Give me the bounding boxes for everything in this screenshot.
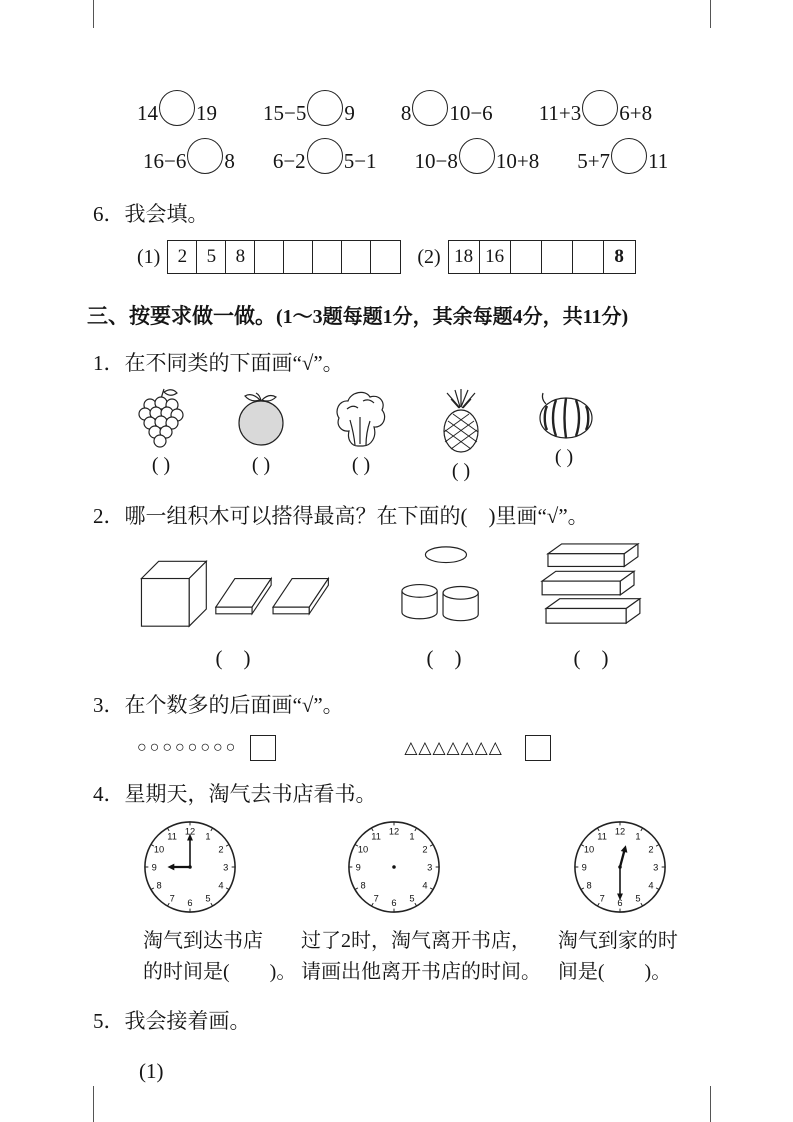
- comparison-row-1: [93, 90, 711, 136]
- clock-number: 10: [357, 844, 369, 855]
- item-pineapple: [433, 387, 489, 483]
- clock-number: 8: [360, 880, 366, 891]
- table-cell: 8: [614, 246, 624, 267]
- table-cell-empty[interactable]: [542, 241, 573, 273]
- comparison-problem: [143, 143, 235, 179]
- clock-number: 4: [422, 880, 428, 891]
- clock-number: 9: [355, 862, 361, 873]
- item-grapes: [133, 387, 189, 483]
- table-cell-empty[interactable]: [255, 241, 284, 273]
- clock-number: 6: [187, 898, 193, 909]
- clock-number: 9: [581, 862, 587, 873]
- clock-number: 12: [184, 826, 196, 837]
- clock-number: 11: [371, 831, 381, 842]
- clock-number: 12: [614, 826, 626, 837]
- expression-left: 16−6: [143, 148, 187, 173]
- clock-number: 9: [151, 862, 157, 873]
- comparison-row-2: [93, 138, 711, 184]
- table-cell: 16: [480, 241, 511, 273]
- clock-number: 8: [586, 880, 592, 891]
- table-cell-empty[interactable]: [573, 241, 604, 273]
- answer-paren[interactable]: ( ): [351, 454, 371, 476]
- clock-number: 2: [648, 844, 654, 855]
- clock-number: 7: [373, 893, 379, 904]
- caption-line: 间是( )。: [557, 961, 672, 983]
- comparison-problem: [539, 95, 652, 131]
- expression-left: 6−2: [272, 148, 306, 173]
- pineapple-icon: [433, 387, 489, 455]
- table-cell: 2: [168, 241, 197, 273]
- clock-number: 5: [205, 893, 211, 904]
- answer-circle[interactable]: [412, 90, 448, 126]
- comparison-problem: [401, 95, 493, 131]
- clock-number: 5: [409, 893, 415, 904]
- triangle-group: △△△△△△△: [404, 738, 503, 757]
- question-5-text: 5．我会接着画。: [93, 1009, 251, 1033]
- question-6-tables: [93, 240, 711, 274]
- expression-right: 10+8: [495, 148, 540, 173]
- expression-right: 19: [196, 100, 217, 125]
- block-group-cylinders: [391, 542, 497, 672]
- answer-circle[interactable]: [459, 138, 495, 174]
- question-3-row: [93, 735, 711, 761]
- question-4-clocks: [93, 818, 711, 916]
- answer-paren[interactable]: ( ): [251, 454, 271, 476]
- clock-departure-to-draw[interactable]: [345, 818, 443, 916]
- table-cell-empty[interactable]: [313, 241, 342, 273]
- item-cabbage: [333, 387, 389, 483]
- clock-number: 10: [583, 844, 595, 855]
- comparison-problem: [273, 143, 377, 179]
- clock-number: 7: [169, 893, 175, 904]
- part-label: (1): [137, 245, 161, 268]
- clock-number: 3: [427, 862, 433, 873]
- table-cell-empty[interactable]: [371, 241, 400, 273]
- caption-home: [558, 926, 711, 988]
- clock-number: 1: [635, 831, 641, 842]
- expression-left: 15−5: [263, 100, 307, 125]
- clock-number: 1: [205, 831, 211, 842]
- table-cell-empty[interactable]: [511, 241, 542, 273]
- expression-left: 14: [137, 100, 158, 125]
- page-border-mark-bottom-left: [93, 1086, 94, 1122]
- clock-number: 1: [409, 831, 415, 842]
- answer-circle[interactable]: [582, 90, 618, 126]
- caption-line: 淘气到达书店: [143, 930, 263, 952]
- cube-and-slabs-icon: [133, 548, 333, 630]
- item-watermelon: [533, 387, 595, 483]
- section-score-note: (1～3题每题1分，其余每题4分，共11分): [276, 306, 629, 328]
- table-cell: 8: [226, 241, 255, 273]
- grapes-icon: [133, 387, 189, 449]
- comparison-problem: [577, 143, 668, 179]
- expression-right: 5−1: [343, 148, 377, 173]
- clock-number: 11: [597, 831, 607, 842]
- page-border-mark-bottom-right: [710, 1086, 711, 1122]
- answer-paren[interactable]: ( ): [151, 454, 171, 476]
- answer-paren[interactable]: ( ): [215, 646, 251, 670]
- answer-box-triangles[interactable]: [525, 735, 551, 761]
- table-cell: 5: [197, 241, 226, 273]
- block-group-stacked-cuboids: [533, 542, 649, 672]
- question-6-part-1: [137, 240, 401, 274]
- expression-right: 6+8: [619, 100, 653, 125]
- question-2-groups: [93, 542, 711, 672]
- question-5-part-label: (1): [139, 1059, 164, 1083]
- block-group-cube-slabs: [133, 548, 333, 672]
- cylinders-and-ring-icon: [391, 542, 497, 630]
- section-title: 三、按要求做一做。: [87, 304, 276, 328]
- clock-number: 5: [635, 893, 641, 904]
- comparison-problem: [137, 95, 217, 131]
- caption-line: 过了2时，淘气离开书店，: [301, 930, 532, 952]
- caption-line: 淘气到家的时: [557, 930, 678, 952]
- number-sequence-table-1: [167, 240, 401, 274]
- question-3-text: 3．在个数多的后面画“√”。: [93, 693, 344, 717]
- caption-departure: [301, 926, 558, 988]
- clock-number: 6: [391, 898, 397, 909]
- clock-number: 11: [167, 831, 177, 842]
- answer-paren[interactable]: ( ): [554, 446, 574, 468]
- clock-number: 6: [617, 898, 623, 909]
- answer-paren[interactable]: ( ): [451, 460, 471, 482]
- part-label: (2): [417, 245, 441, 268]
- cabbage-icon: [333, 387, 389, 449]
- answer-circle[interactable]: [307, 90, 343, 126]
- question-1-items: [93, 387, 711, 483]
- expression-left: 11+3: [538, 100, 582, 125]
- circle-group: ○○○○○○○○: [137, 739, 239, 756]
- item-orange: [233, 387, 289, 483]
- question-1-text: 1．在不同类的下面画“√”。: [93, 351, 344, 375]
- answer-circle[interactable]: [187, 138, 223, 174]
- question-4-text: 4．星期天，淘气去书店看书。: [93, 782, 377, 806]
- clock-home: [571, 818, 669, 916]
- expression-right: 10−6: [449, 100, 493, 125]
- expression-right: 9: [344, 100, 355, 125]
- clock-number: 3: [653, 862, 659, 873]
- orange-icon: [233, 387, 289, 449]
- caption-arrival: [143, 926, 301, 988]
- table-cell-empty[interactable]: [342, 241, 371, 273]
- question-2-text: 2．哪一组积木可以搭得最高？在下面的( )里画“√”。: [93, 504, 589, 528]
- answer-box-circles[interactable]: [250, 735, 276, 761]
- answer-paren[interactable]: ( ): [426, 646, 462, 670]
- clock-number: 10: [153, 844, 165, 855]
- watermelon-icon: [533, 387, 595, 441]
- expression-left: 5+7: [577, 148, 611, 173]
- answer-circle[interactable]: [307, 138, 343, 174]
- table-cell: 18: [449, 241, 480, 273]
- clock-number: 2: [218, 844, 224, 855]
- clock-number: 4: [218, 880, 224, 891]
- expression-right: 8: [224, 148, 235, 173]
- clock-number: 12: [388, 826, 400, 837]
- expression-left: 10−8: [414, 148, 458, 173]
- expression-left: 8: [400, 100, 412, 125]
- comparison-problem: [415, 143, 540, 179]
- caption-line: 的时间是( )。: [143, 961, 297, 983]
- worksheet-content: [87, 0, 711, 1084]
- clock-number: 4: [648, 880, 654, 891]
- question-4-captions: [93, 926, 711, 988]
- stacked-cuboids-icon: [533, 542, 649, 630]
- question-6-part-2: [417, 240, 635, 274]
- section-heading: [87, 300, 711, 330]
- answer-paren[interactable]: ( ): [573, 646, 609, 670]
- clock-number: 2: [422, 844, 428, 855]
- answer-circle[interactable]: [611, 138, 647, 174]
- answer-circle[interactable]: [159, 90, 195, 126]
- clock-number: 8: [156, 880, 162, 891]
- comparison-problem: [263, 95, 355, 131]
- clock-number: 7: [599, 893, 605, 904]
- clock-number: 3: [223, 862, 229, 873]
- number-sequence-table-2: [448, 240, 636, 274]
- table-cell-empty[interactable]: [284, 241, 313, 273]
- clock-arrival: [141, 818, 239, 916]
- caption-line: 请画出他离开书店的时间。: [301, 961, 542, 983]
- question-6-title: 6．我会填。: [93, 202, 209, 226]
- expression-right: 11: [648, 148, 669, 173]
